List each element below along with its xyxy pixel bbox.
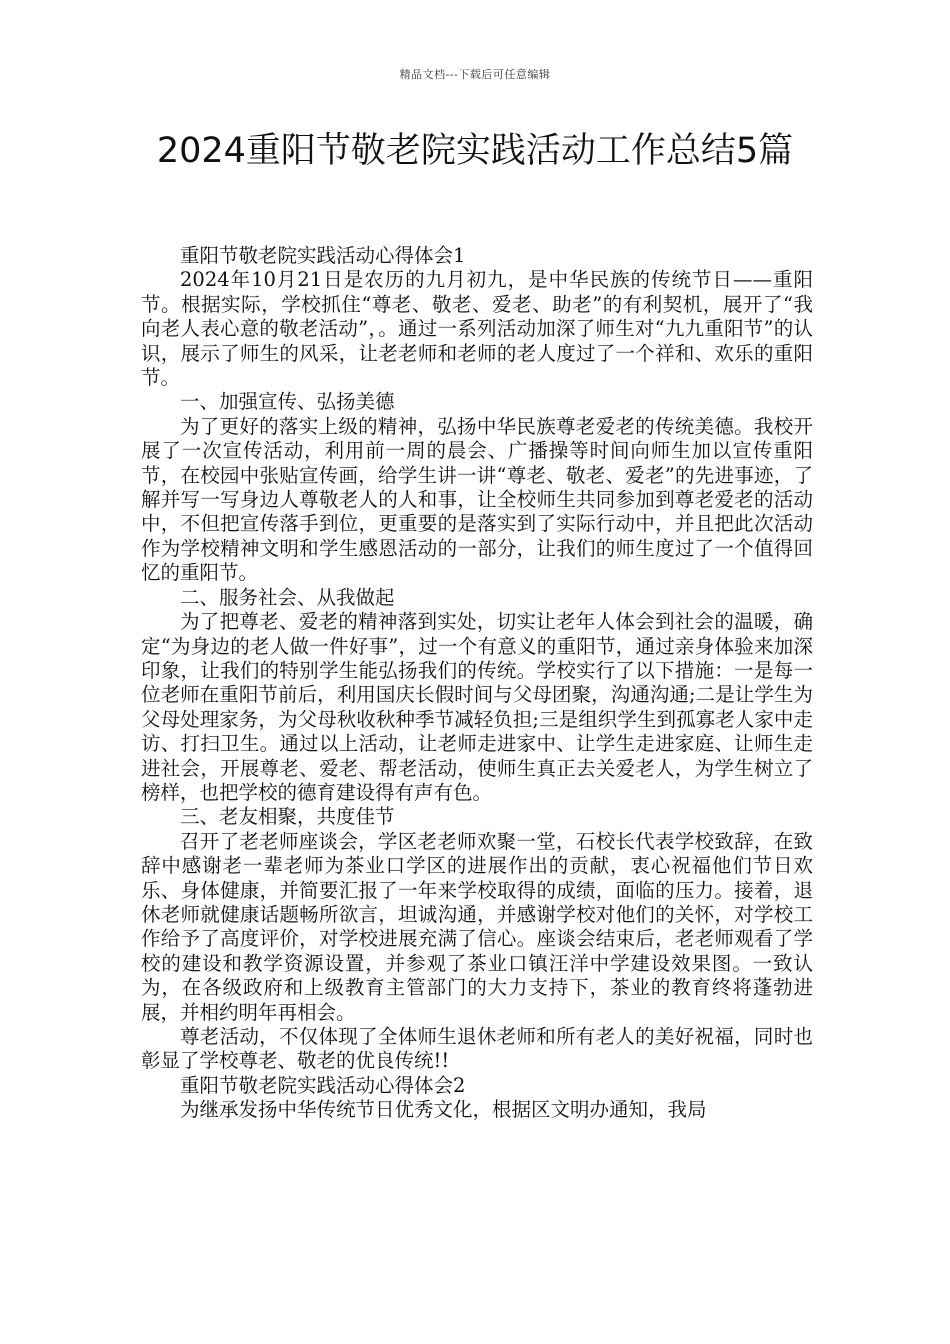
body-paragraph: 为了把尊老、爱老的精神落到实处，切实让老年人体会到社会的温暖，确定“为身边的老人做一件好事”，过一个有意义的重阳节，通过亲身体验来加深印象，让我们的特别学生能弘扬我们的传统。学校实行了以下措施：一是每一位老师在重阳节前后，利用国庆长假时间与父母团聚，沟通沟通;二是让学生为父母处理家务，为父母秋收秋种季节减轻负担;三是组织学生到孤寡老人家中走访、打扫卫生。通过以上活动，让老师走进家中、让学生走进家庭、让师生走进社会，开展尊老、爱老、帮老活动，使师生真正去关爱老人，为学生树立了榜样，也把学校的德育建设得有声有色。 (141, 610, 813, 804)
subheading-2: 二、服务社会、从我做起 (180, 585, 395, 609)
document-body (141, 244, 813, 1123)
subheading-3: 三、老友相聚，共度佳节 (180, 805, 395, 829)
document-title: 2024重阳节敬老院实践活动工作总结5篇 (156, 131, 794, 171)
header-note: 精品文档---下载后可任意编辑 (399, 68, 551, 81)
body-paragraph: 召开了老老师座谈会，学区老老师欢聚一堂，石校长代表学校致辞，在致辞中感谢老一辈老师为茶业口学区的进展作出的贡献，衷心祝福他们节日欢乐、身体健康，并简要汇报了一年来学校取得的成绩，面临的压力。接着，退休老师就健康话题畅所欲言，坦诚沟通，并感谢学校对他们的关怀，对学校工作给予了高度评价，对学校进展充满了信心。座谈会结束后，老老师观看了学校的建设和教学资源设置，并参观了茶业口镇汪洋中学建设效果图。一致认为，在各级政府和上级教育主管部门的大力支持下，茶业的教育终将蓬勃进展，并相约明年再相会。 (141, 829, 813, 1024)
section-heading-1: 重阳节敬老院实践活动心得体会1 (180, 244, 466, 267)
body-paragraph: 2024年10月21日是农历的九月初九，是中华民族的传统节日——重阳节。根据实际，学校抓住“尊老、敬老、爱老、助老”的有利契机，展开了“我向老人表心意的敬老活动”，。通过一系列活动加深了师生对“九九重阳节”的认识，展示了师生的风采，让老老师和老师的老人度过了一个祥和、欢乐的重阳节。 (141, 268, 813, 390)
body-paragraph: 为继承发扬中华传统节日优秀文化，根据区文明办通知，我局 (180, 1098, 707, 1122)
section-heading-2: 重阳节敬老院实践活动心得体会2 (180, 1073, 466, 1097)
body-paragraph: 尊老活动，不仅体现了全体师生退休老师和所有老人的美好祝福，同时也彰显了学校尊老、敬老的优良传统!! (141, 1025, 813, 1073)
subheading-1: 一、加强宣传、弘扬美德 (180, 390, 395, 414)
body-paragraph: 为了更好的落实上级的精神，弘扬中华民族尊老爱老的传统美德。我校开展了一次宣传活动，利用前一周的晨会、广播操等时间向师生加以宣传重阳节，在校园中张贴宣传画，给学生讲一讲“尊老、敬老、爱老”的先进事迹，了解并写一写身边人尊敬老人的人和事，让全校师生共同参加到尊老爱老的活动中，不但把宣传落手到位，更重要的是落实到了实际行动中，并且把此次活动作为学校精神文明和学生感恩活动的一部分，让我们的师生度过了一个值得回忆的重阳节。 (141, 414, 813, 585)
